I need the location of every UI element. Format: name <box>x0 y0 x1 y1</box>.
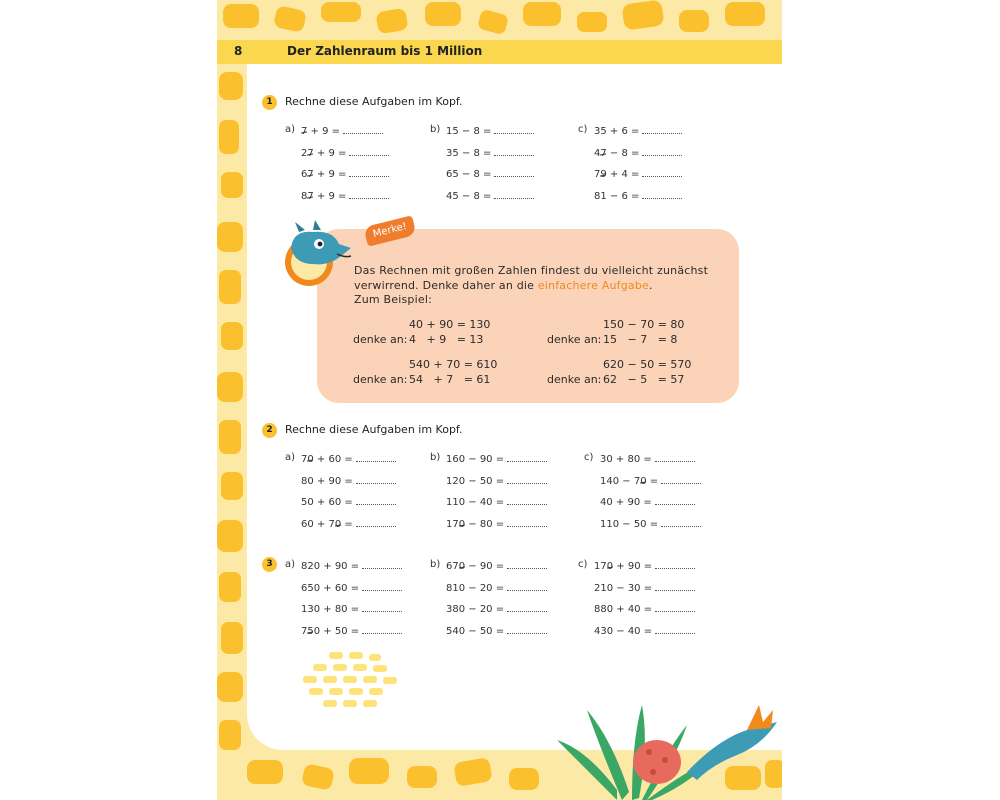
math-problem: 880 + 40 = <box>594 602 695 615</box>
merke-text-line2: verwirrend. Denke daher an die einfachere Aufgabe. <box>354 279 653 292</box>
merke-tag-label: Merke! <box>363 215 416 247</box>
math-problem: 110 − 40 = <box>446 495 547 508</box>
crossed-digit: 0 <box>606 561 614 572</box>
math-problem: 80 + 90 = <box>301 474 396 487</box>
crossed-digit: 0 <box>640 475 647 487</box>
math-problem: 380 − 20 = <box>446 602 547 615</box>
answer-blank[interactable] <box>507 624 547 634</box>
answer-blank[interactable] <box>356 495 396 505</box>
answer-blank[interactable] <box>494 167 534 177</box>
math-problem: 170 + 90 = <box>594 559 695 572</box>
math-problem: 70 + 60 = <box>301 452 396 465</box>
denke-label: denke an: <box>547 373 602 386</box>
problem-column-label: a) <box>285 452 296 463</box>
answer-blank[interactable] <box>655 624 695 634</box>
answer-blank[interactable] <box>362 559 402 569</box>
task-number-badge: 3 <box>262 557 277 572</box>
problem-column-label: b) <box>430 124 441 135</box>
math-problem: 87 + 9 = <box>301 189 389 202</box>
problem-column-label: c) <box>578 124 588 135</box>
math-problem: 650 + 60 = <box>301 581 402 594</box>
task-title: Rechne diese Aufgaben im Kopf. <box>285 95 463 108</box>
answer-blank[interactable] <box>507 452 547 462</box>
math-problem: 430 − 40 = <box>594 624 695 637</box>
math-problem: 27 + 9 = <box>301 146 389 159</box>
chapter-title: Der Zahlenraum bis 1 Million <box>287 44 483 58</box>
math-problem: 540 − 50 = <box>446 624 547 637</box>
problem-column-label: a) <box>285 559 296 570</box>
answer-blank[interactable] <box>349 189 389 199</box>
task-number-badge: 2 <box>262 423 277 438</box>
math-problem: 820 + 90 = <box>301 559 402 572</box>
math-problem: 670 − 90 = <box>446 559 547 572</box>
math-problem: 750 + 50 = <box>301 624 402 637</box>
answer-blank[interactable] <box>655 581 695 591</box>
answer-blank[interactable] <box>655 602 695 612</box>
math-problem: 40 + 90 = <box>600 495 695 508</box>
math-problem: 67 + 9 = <box>301 167 389 180</box>
problem-column-label: b) <box>430 559 441 570</box>
answer-blank[interactable] <box>356 517 396 527</box>
example-hint: 62 − 5 = 57 <box>603 373 685 386</box>
answer-blank[interactable] <box>507 495 547 505</box>
answer-blank[interactable] <box>642 189 682 199</box>
math-problem: 15 − 8 = <box>446 124 534 137</box>
crossed-digit: 0 <box>307 454 314 465</box>
answer-blank[interactable] <box>356 452 396 462</box>
decorative-dash-cluster <box>299 650 409 716</box>
math-problem: 45 − 8 = <box>446 189 534 202</box>
workbook-page <box>217 0 782 800</box>
answer-blank[interactable] <box>356 474 396 484</box>
page-number: 8 <box>234 44 243 58</box>
answer-blank[interactable] <box>494 146 534 156</box>
math-problem: 65 − 8 = <box>446 167 534 180</box>
math-problem: 30 + 80 = <box>600 452 695 465</box>
crossed-digit: 0 <box>458 518 466 530</box>
answer-blank[interactable] <box>362 602 402 612</box>
answer-blank[interactable] <box>494 189 534 199</box>
math-problem: 7 + 9 = <box>301 124 383 137</box>
math-problem: 130 + 80 = <box>301 602 402 615</box>
math-problem: 110 − 50 = <box>600 517 701 530</box>
math-problem: 210 − 30 = <box>594 581 695 594</box>
answer-blank[interactable] <box>655 452 695 462</box>
math-problem: 81 − 6 = <box>594 189 682 202</box>
math-problem: 140 − 70 = <box>600 474 701 487</box>
answer-blank[interactable] <box>507 474 547 484</box>
task-number-badge: 1 <box>262 95 277 110</box>
example-hint: 54 + 7 = 61 <box>409 373 491 386</box>
math-problem: 170 − 80 = <box>446 517 547 530</box>
math-problem: 50 + 60 = <box>301 495 396 508</box>
answer-blank[interactable] <box>349 146 389 156</box>
crossed-digit: 7 <box>600 147 607 159</box>
dragon-mascot-icon <box>279 218 361 294</box>
merke-text-line3: Zum Beispiel: <box>354 293 432 306</box>
answer-blank[interactable] <box>362 581 402 591</box>
problem-column-label: a) <box>285 124 296 135</box>
math-problem: 810 − 20 = <box>446 581 547 594</box>
answer-blank[interactable] <box>507 559 547 569</box>
answer-blank[interactable] <box>661 517 701 527</box>
example-hint: 15 − 7 = 8 <box>603 333 678 346</box>
math-problem: 47 − 8 = <box>594 146 682 159</box>
answer-blank[interactable] <box>507 517 547 527</box>
answer-blank[interactable] <box>642 124 682 134</box>
math-problem: 79 + 4 = <box>594 167 682 180</box>
answer-blank[interactable] <box>507 581 547 591</box>
math-problem: 35 + 6 = <box>594 124 682 137</box>
math-problem: 160 − 90 = <box>446 452 547 465</box>
example-task: 620 − 50 = 570 <box>603 358 692 371</box>
crossed-digit: 5 <box>307 625 314 637</box>
task-title: Rechne diese Aufgaben im Kopf. <box>285 423 463 436</box>
answer-blank[interactable] <box>655 559 695 569</box>
answer-blank[interactable] <box>655 495 695 505</box>
answer-blank[interactable] <box>494 124 534 134</box>
answer-blank[interactable] <box>349 167 389 177</box>
crossed-digit: 7 <box>301 126 308 137</box>
crossed-digit: 7 <box>307 190 314 202</box>
problem-column-label: b) <box>430 452 441 463</box>
math-problem: 35 − 8 = <box>446 146 534 159</box>
problem-column-label: c) <box>578 559 588 570</box>
answer-blank[interactable] <box>642 146 682 156</box>
denke-label: denke an: <box>547 333 602 346</box>
math-problem: 120 − 50 = <box>446 474 547 487</box>
answer-blank[interactable] <box>362 624 402 634</box>
example-task: 150 − 70 = 80 <box>603 318 685 331</box>
example-task: 540 + 70 = 610 <box>409 358 498 371</box>
merke-highlight: einfachere Aufgabe <box>537 279 650 292</box>
chapter-header-bar <box>217 40 782 64</box>
denke-label: denke an: <box>353 373 408 386</box>
example-task: 40 + 90 = 130 <box>409 318 491 331</box>
crossed-digit: 0 <box>334 518 342 530</box>
crossed-digit: 7 <box>307 169 314 180</box>
crossed-digit: 7 <box>307 147 314 159</box>
plant-egg-illustration <box>547 700 782 800</box>
math-problem: 60 + 70 = <box>301 517 396 530</box>
answer-blank[interactable] <box>642 167 682 177</box>
crossed-digit: 9 <box>600 169 607 180</box>
problem-column-label: c) <box>584 452 594 463</box>
example-hint: 4 + 9 = 13 <box>409 333 484 346</box>
answer-blank[interactable] <box>343 124 383 134</box>
answer-blank[interactable] <box>507 602 547 612</box>
merke-text-line1: Das Rechnen mit großen Zahlen findest du vielleicht zunächst <box>354 264 709 277</box>
answer-blank[interactable] <box>661 474 701 484</box>
crossed-digit: 0 <box>458 561 466 572</box>
denke-label: denke an: <box>353 333 408 346</box>
